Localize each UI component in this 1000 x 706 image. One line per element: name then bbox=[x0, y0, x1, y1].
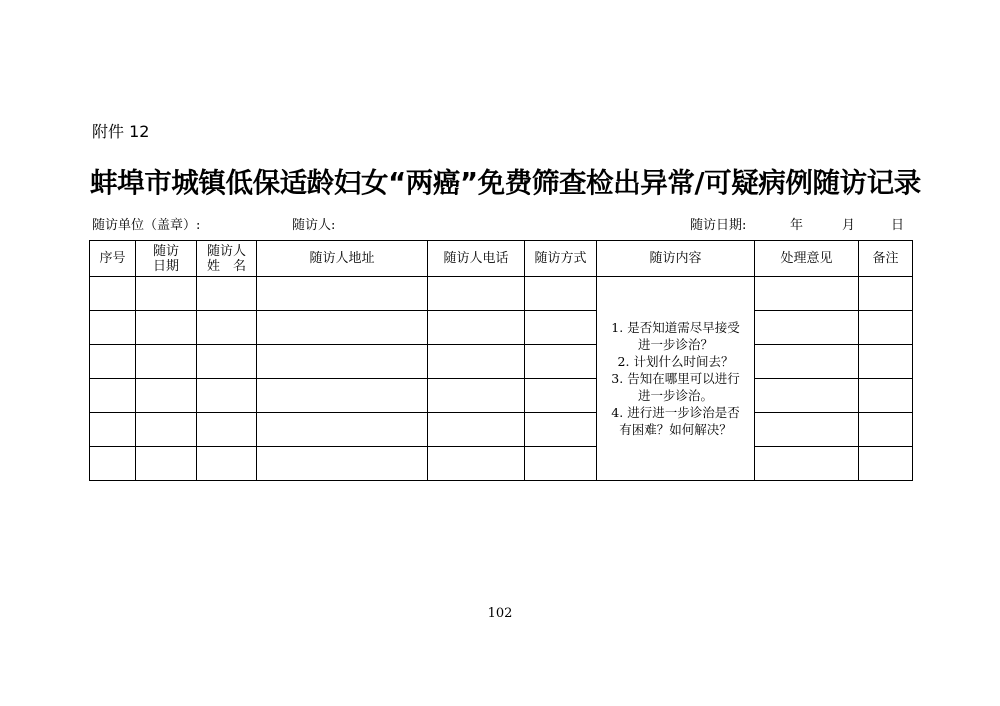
cell-address bbox=[257, 379, 428, 413]
header-visitor-name-line1: 随访人 bbox=[206, 243, 246, 259]
cell-method bbox=[525, 345, 597, 379]
cell-visitor-name bbox=[197, 311, 257, 345]
header-remarks: 备注 bbox=[859, 241, 913, 277]
page-number: 102 bbox=[487, 606, 513, 621]
cell-remarks bbox=[859, 277, 913, 311]
cell-phone bbox=[428, 277, 525, 311]
cell-method bbox=[525, 277, 597, 311]
table-row bbox=[90, 311, 913, 345]
table-row bbox=[90, 277, 913, 311]
cell-phone bbox=[428, 345, 525, 379]
cell-address bbox=[257, 413, 428, 447]
cell-visit-date bbox=[136, 447, 197, 481]
cell-opinion bbox=[755, 379, 859, 413]
header-visitor-name-line2: 姓 名 bbox=[206, 258, 246, 274]
cell-visit-date bbox=[136, 413, 197, 447]
header-method: 随访方式 bbox=[525, 241, 597, 277]
annex-label: 附件 12 bbox=[92, 122, 150, 141]
cell-visit-date bbox=[136, 345, 197, 379]
content-line: 2. 计划什么时间去？ bbox=[617, 354, 734, 369]
cell-seq bbox=[90, 311, 136, 345]
visit-date-label: 随访日期: bbox=[690, 218, 747, 233]
cell-seq bbox=[90, 413, 136, 447]
content-line: 有困难？如何解决？ bbox=[619, 422, 732, 437]
header-visitor-name bbox=[197, 241, 257, 277]
content-line: 进一步诊治？ bbox=[637, 337, 713, 352]
visitor-label: 随访人: bbox=[292, 218, 336, 233]
header-seq: 序号 bbox=[90, 241, 136, 277]
cell-visitor-name bbox=[197, 447, 257, 481]
header-content: 随访内容 bbox=[597, 241, 755, 277]
header-visit-date-line2: 日期 bbox=[152, 258, 179, 274]
cell-opinion bbox=[755, 311, 859, 345]
header-visit-date bbox=[136, 241, 197, 277]
cell-opinion bbox=[755, 413, 859, 447]
cell-remarks bbox=[859, 345, 913, 379]
content-line: 4. 进行进一步诊治是否 bbox=[611, 405, 740, 420]
cell-remarks bbox=[859, 311, 913, 345]
page-title: 蚌埠市城镇低保适龄妇女“两癌”免费筛查检出异常/可疑病例随访记录 bbox=[90, 167, 921, 199]
cell-phone bbox=[428, 311, 525, 345]
header-phone: 随访人电话 bbox=[428, 241, 525, 277]
header-address: 随访人地址 bbox=[257, 241, 428, 277]
cell-visit-date bbox=[136, 277, 197, 311]
content-line: 3. 告知在哪里可以进行 bbox=[611, 371, 740, 386]
table-row bbox=[90, 345, 913, 379]
cell-method bbox=[525, 447, 597, 481]
table-header-row bbox=[90, 241, 913, 277]
cell-opinion bbox=[755, 277, 859, 311]
cell-visitor-name bbox=[197, 345, 257, 379]
cell-seq bbox=[90, 447, 136, 481]
cell-method bbox=[525, 311, 597, 345]
cell-phone bbox=[428, 447, 525, 481]
cell-phone bbox=[428, 379, 525, 413]
cell-method bbox=[525, 413, 597, 447]
table-row bbox=[90, 379, 913, 413]
cell-visit-date bbox=[136, 311, 197, 345]
cell-visitor-name bbox=[197, 379, 257, 413]
content-line: 1. 是否知道需尽早接受 bbox=[611, 320, 740, 335]
header-visit-date-line1: 随访 bbox=[152, 243, 179, 259]
cell-method bbox=[525, 379, 597, 413]
cell-remarks bbox=[859, 447, 913, 481]
cell-visitor-name bbox=[197, 413, 257, 447]
month-label: 月 bbox=[842, 218, 856, 233]
header-opinion: 处理意见 bbox=[755, 241, 859, 277]
cell-opinion bbox=[755, 345, 859, 379]
cell-visit-date bbox=[136, 379, 197, 413]
cell-seq bbox=[90, 345, 136, 379]
cell-seq bbox=[90, 277, 136, 311]
cell-opinion bbox=[755, 447, 859, 481]
cell-remarks bbox=[859, 413, 913, 447]
cell-address bbox=[257, 277, 428, 311]
cell-address bbox=[257, 345, 428, 379]
content-line: 进一步诊治。 bbox=[637, 388, 713, 403]
table-row bbox=[90, 413, 913, 447]
cell-remarks bbox=[859, 379, 913, 413]
day-label: 日 bbox=[891, 218, 905, 233]
cell-phone bbox=[428, 413, 525, 447]
year-label: 年 bbox=[790, 218, 804, 233]
cell-address bbox=[257, 311, 428, 345]
table-row bbox=[90, 447, 913, 481]
visit-content-cell bbox=[597, 277, 755, 481]
follow-up-record-table bbox=[89, 240, 913, 481]
visit-unit-label: 随访单位（盖章）: bbox=[92, 218, 201, 233]
cell-visitor-name bbox=[197, 277, 257, 311]
cell-address bbox=[257, 447, 428, 481]
cell-seq bbox=[90, 379, 136, 413]
